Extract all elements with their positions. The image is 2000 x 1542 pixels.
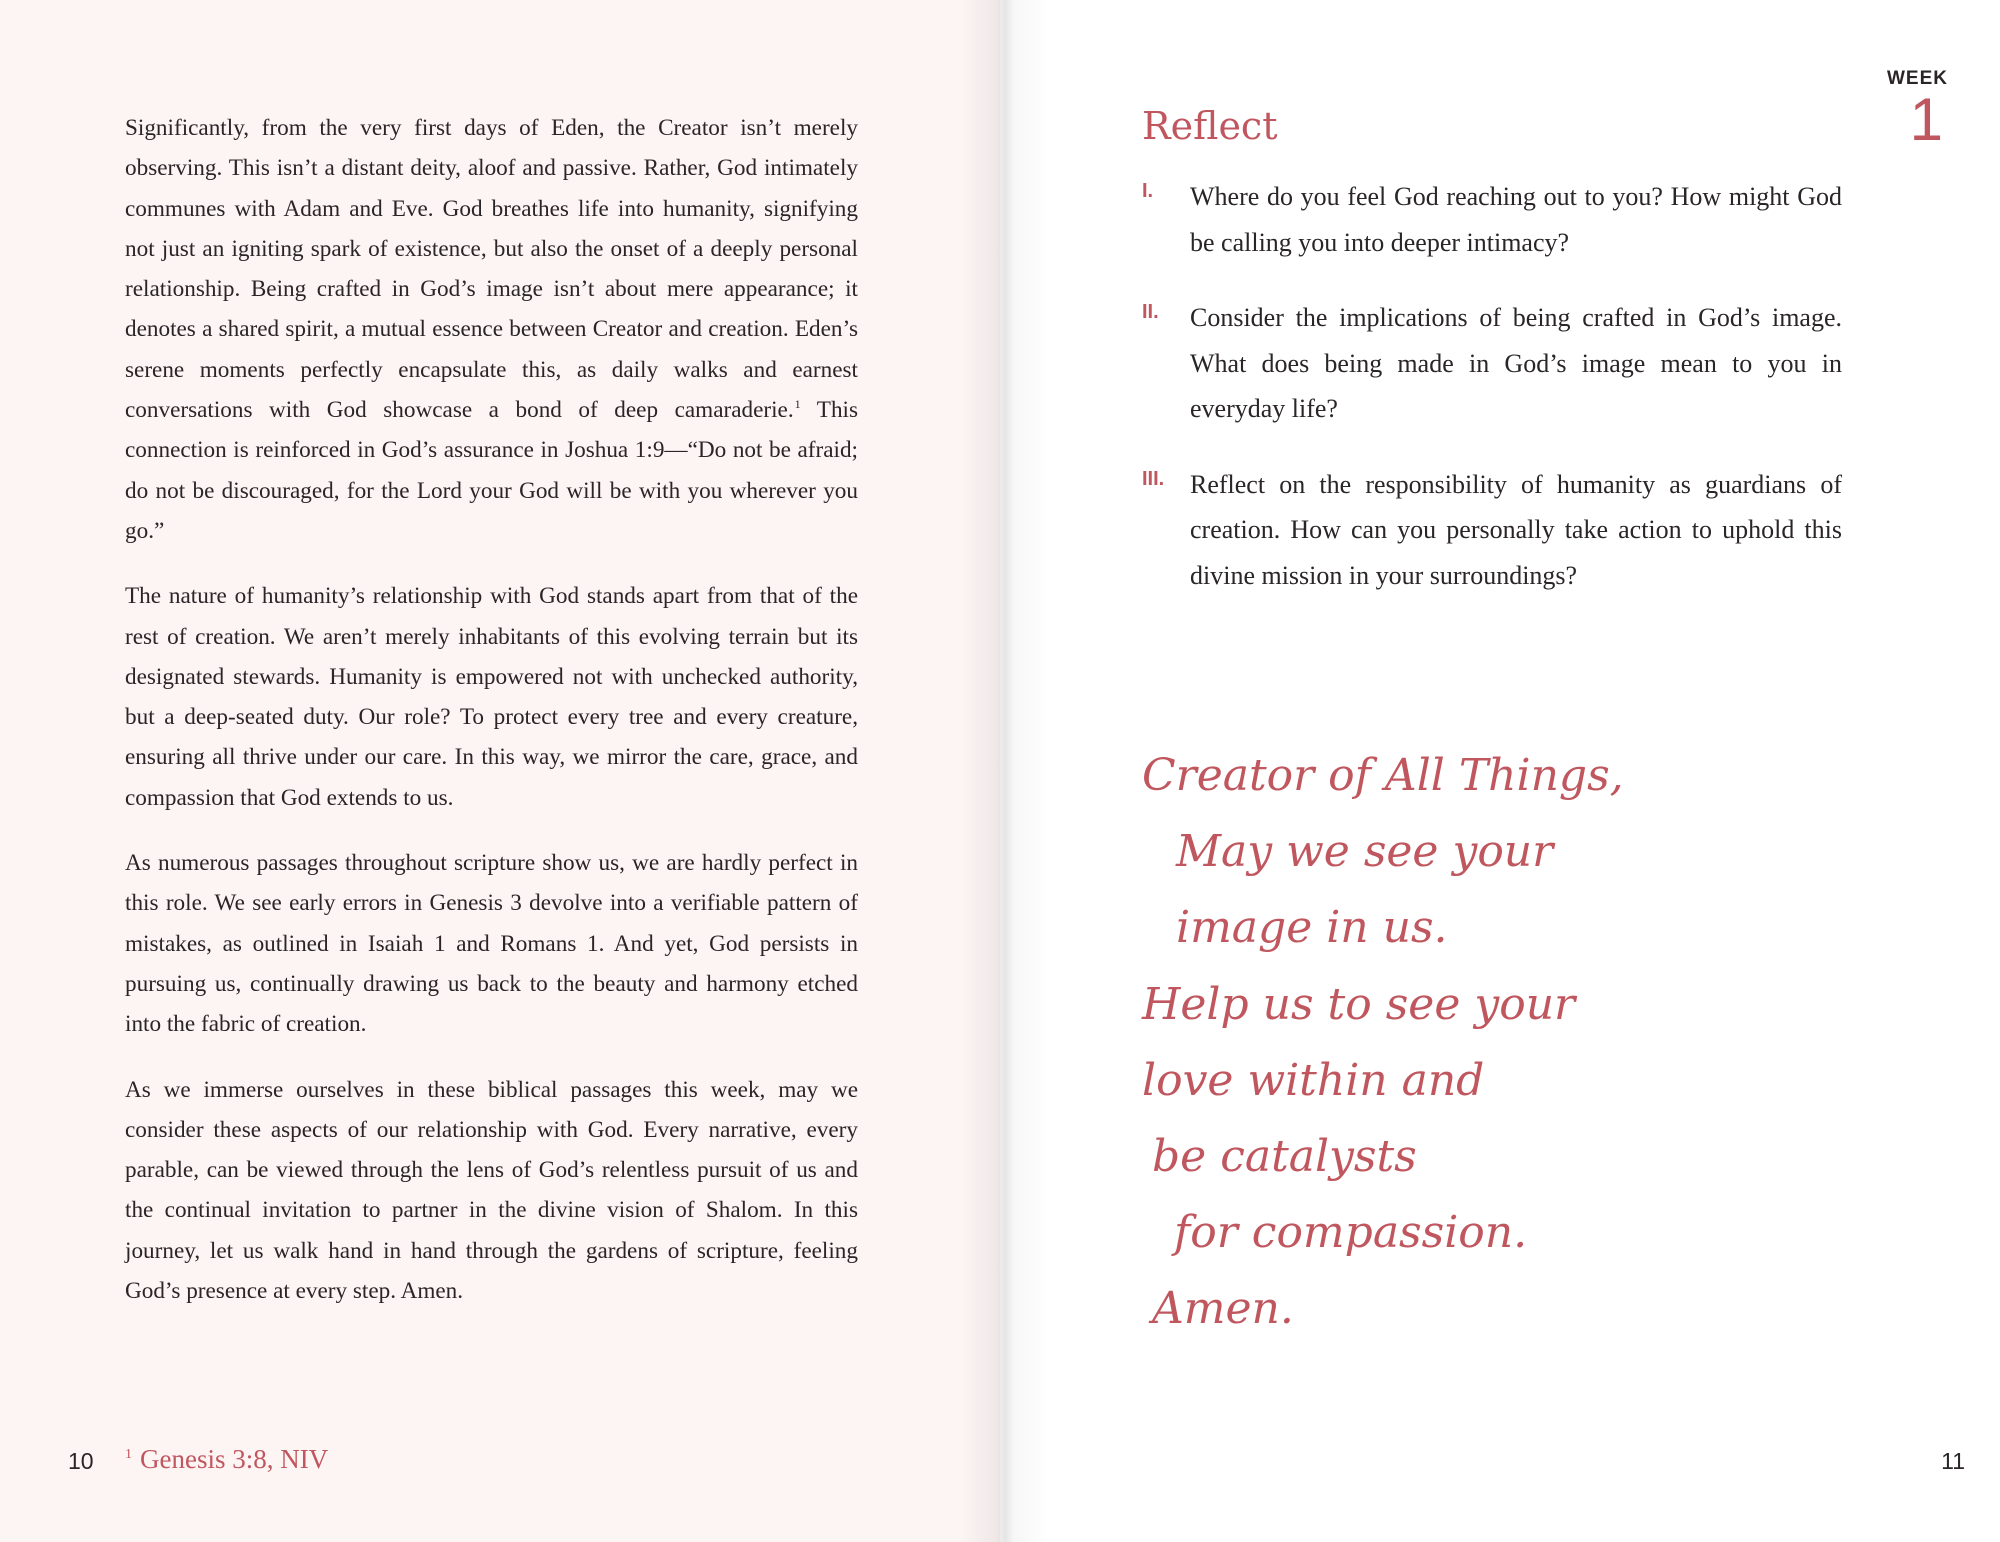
footnote-reference: 1	[794, 397, 801, 412]
prayer-line: be catalysts	[1152, 1131, 1417, 1183]
prayer-line: Creator of All Things,	[1142, 750, 1624, 801]
question-text: Reflect on the responsibility of humanity as guardians of creation. How can you personally take action to uphold this divine mission in your surroundings?	[1190, 469, 1842, 590]
section-title: Reflect	[1142, 104, 1278, 148]
prayer-line: image in us.	[1176, 902, 1448, 954]
reflection-questions	[1142, 174, 1842, 628]
question-numeral: III.	[1142, 467, 1165, 490]
prayer-line: love within and	[1142, 1054, 1485, 1106]
prayer-line: May we see your	[1176, 826, 1554, 878]
paragraph-2: The nature of humanity’s relationship with God stands apart from that of the rest of creation. We aren’t merely inhabitants of this evolving terrain but its designated stewards. Humanity is empowered not with unchecked authority, but a deep-seated duty. Our role? To protect every tree and every creature, ensuring all thrive under our care. In this way, we mirror the care, grace, and compassion that God extends to us.	[125, 583, 858, 811]
paragraph-3: As numerous passages throughout scripture show us, we are hardly perfect in this role. We see early errors in Genesis 3 devolve into a verifiable pattern of mistakes, as outlined in Isaiah 1 and Romans 1. And yet, God persists in pursuing us, continually drawing us back to the beauty and harmony etched into the fabric of creation.	[125, 850, 858, 1038]
question-text: Consider the implications of being crafted in God’s image. What does being made in God’s image mean to you in everyday life?	[1190, 303, 1842, 423]
question-item	[1142, 295, 1842, 432]
page-number-left: 10	[68, 1448, 94, 1474]
paragraph-text: Significantly, from the very first days of Eden, the Creator isn’t merely observing. This isn’t a distant deity, aloof and passive. Rather, God intimately communes with Adam and Eve. God breathes life into humanity, signifying not just an igniting spark of existence, but also the onset of a deeply personal relationship. Being crafted in God’s image isn’t about mere appearance; it denotes a shared spirit, a mutual essence between Creator and creation. Eden’s serene moments perfectly encapsulate this, as daily walks and earnest conversations with God showcase a bond of deep camaraderie.	[125, 115, 858, 424]
week-number: 1	[1909, 86, 1943, 153]
paragraph-4: As we immerse ourselves in these biblical passages this week, may we consider these aspects of our relationship with God. Every narrative, every parable, can be viewed through the lens of God’s relentless pursuit of us and the continual invitation to partner in the divine vision of Shalom. In this journey, let us walk hand in hand through the gardens of scripture, feeling God’s presence at every step. Amen.	[125, 1076, 858, 1305]
paragraph-text-continued: This connection is reinforced in God’s assurance in Joshua 1:9—“Do not be afraid; do not be discouraged, for the Lord your God will be with you wherever you go.”	[125, 397, 859, 544]
body-text	[125, 108, 858, 1336]
question-item	[1142, 174, 1842, 265]
prayer	[1142, 738, 1624, 1348]
week-label: WEEK	[1887, 68, 1948, 89]
page-number-right: 11	[1941, 1448, 1965, 1474]
right-page	[1000, 0, 2000, 1542]
prayer-line: for compassion.	[1174, 1207, 1528, 1259]
footnote-marker: 1	[125, 1447, 132, 1462]
question-item	[1142, 462, 1842, 599]
footnote	[125, 1444, 328, 1475]
footnote-text: Genesis 3:8, NIV	[140, 1444, 329, 1474]
book-spine-shadow	[960, 0, 1050, 1542]
prayer-line: Amen.	[1152, 1283, 1294, 1335]
paragraph-1	[125, 108, 858, 551]
prayer-line: Help us to see your	[1142, 978, 1576, 1030]
question-numeral: I.	[1142, 180, 1154, 202]
question-numeral: II.	[1142, 301, 1159, 323]
question-text: Where do you feel God reaching out to you? How might God be calling you into deeper intimacy?	[1190, 182, 1842, 257]
